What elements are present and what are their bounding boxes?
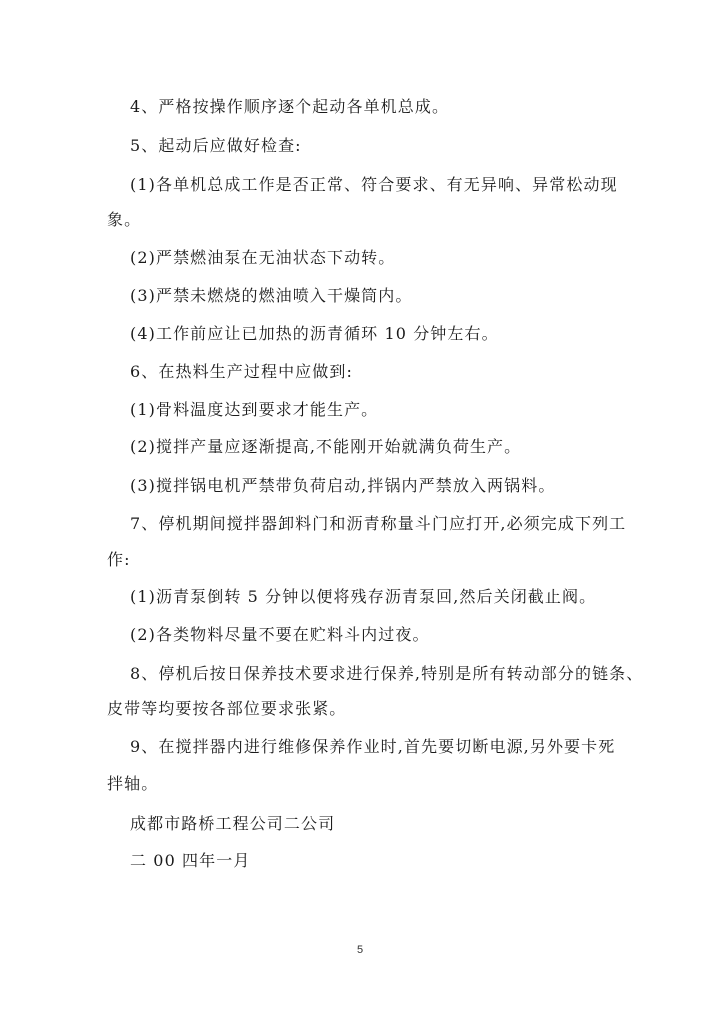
text-line: (2)各类物料尽量不要在贮料斗内过夜。 [130, 625, 430, 644]
text-line: 8、停机后按日保养技术要求进行保养,特别是所有转动部分的链条、 [130, 664, 644, 683]
text-line: (4)工作前应让已加热的沥青循环 10 分钟左右。 [130, 324, 499, 343]
text-line: 6、在热料生产过程中应做到: [130, 362, 353, 381]
text-line: 拌轴。 [107, 774, 159, 793]
text-line: 7、停机期间搅拌器卸料门和沥青称量斗门应打开,必须完成下列工 [130, 514, 627, 533]
text-line: (2)严禁燃油泵在无油状态下动转。 [130, 248, 396, 267]
text-line: 5、起动后应做好检查: [130, 136, 302, 155]
text-line: (1)沥青泵倒转 5 分钟以便将残存沥青泵回,然后关闭截止阀。 [130, 587, 597, 606]
text-line: (2)搅拌产量应逐渐提高,不能刚开始就满负荷生产。 [130, 437, 522, 456]
text-line: (1)各单机总成工作是否正常、符合要求、有无异响、异常松动现 [130, 175, 618, 194]
signature-organization: 成都市路桥工程公司二公司 [130, 814, 336, 833]
text-line: 作: [107, 550, 131, 569]
text-line: (1)骨料温度达到要求才能生产。 [130, 400, 379, 419]
signature-date: 二 00 四年一月 [130, 851, 251, 870]
text-line: 象。 [107, 210, 142, 229]
text-line: 4、严格按操作顺序逐个起动各单机总成。 [130, 97, 450, 116]
text-line: 皮带等均要按各部位要求张紧。 [107, 699, 347, 718]
text-line: (3)搅拌锅电机严禁带负荷启动,拌锅内严禁放入两锅料。 [130, 476, 556, 495]
text-line: 9、在搅拌器内进行维修保养作业时,首先要切断电源,另外要卡死 [130, 737, 616, 756]
text-line: (3)严禁未燃烧的燃油喷入干燥筒内。 [130, 286, 413, 305]
page-number: 5 [356, 944, 364, 956]
